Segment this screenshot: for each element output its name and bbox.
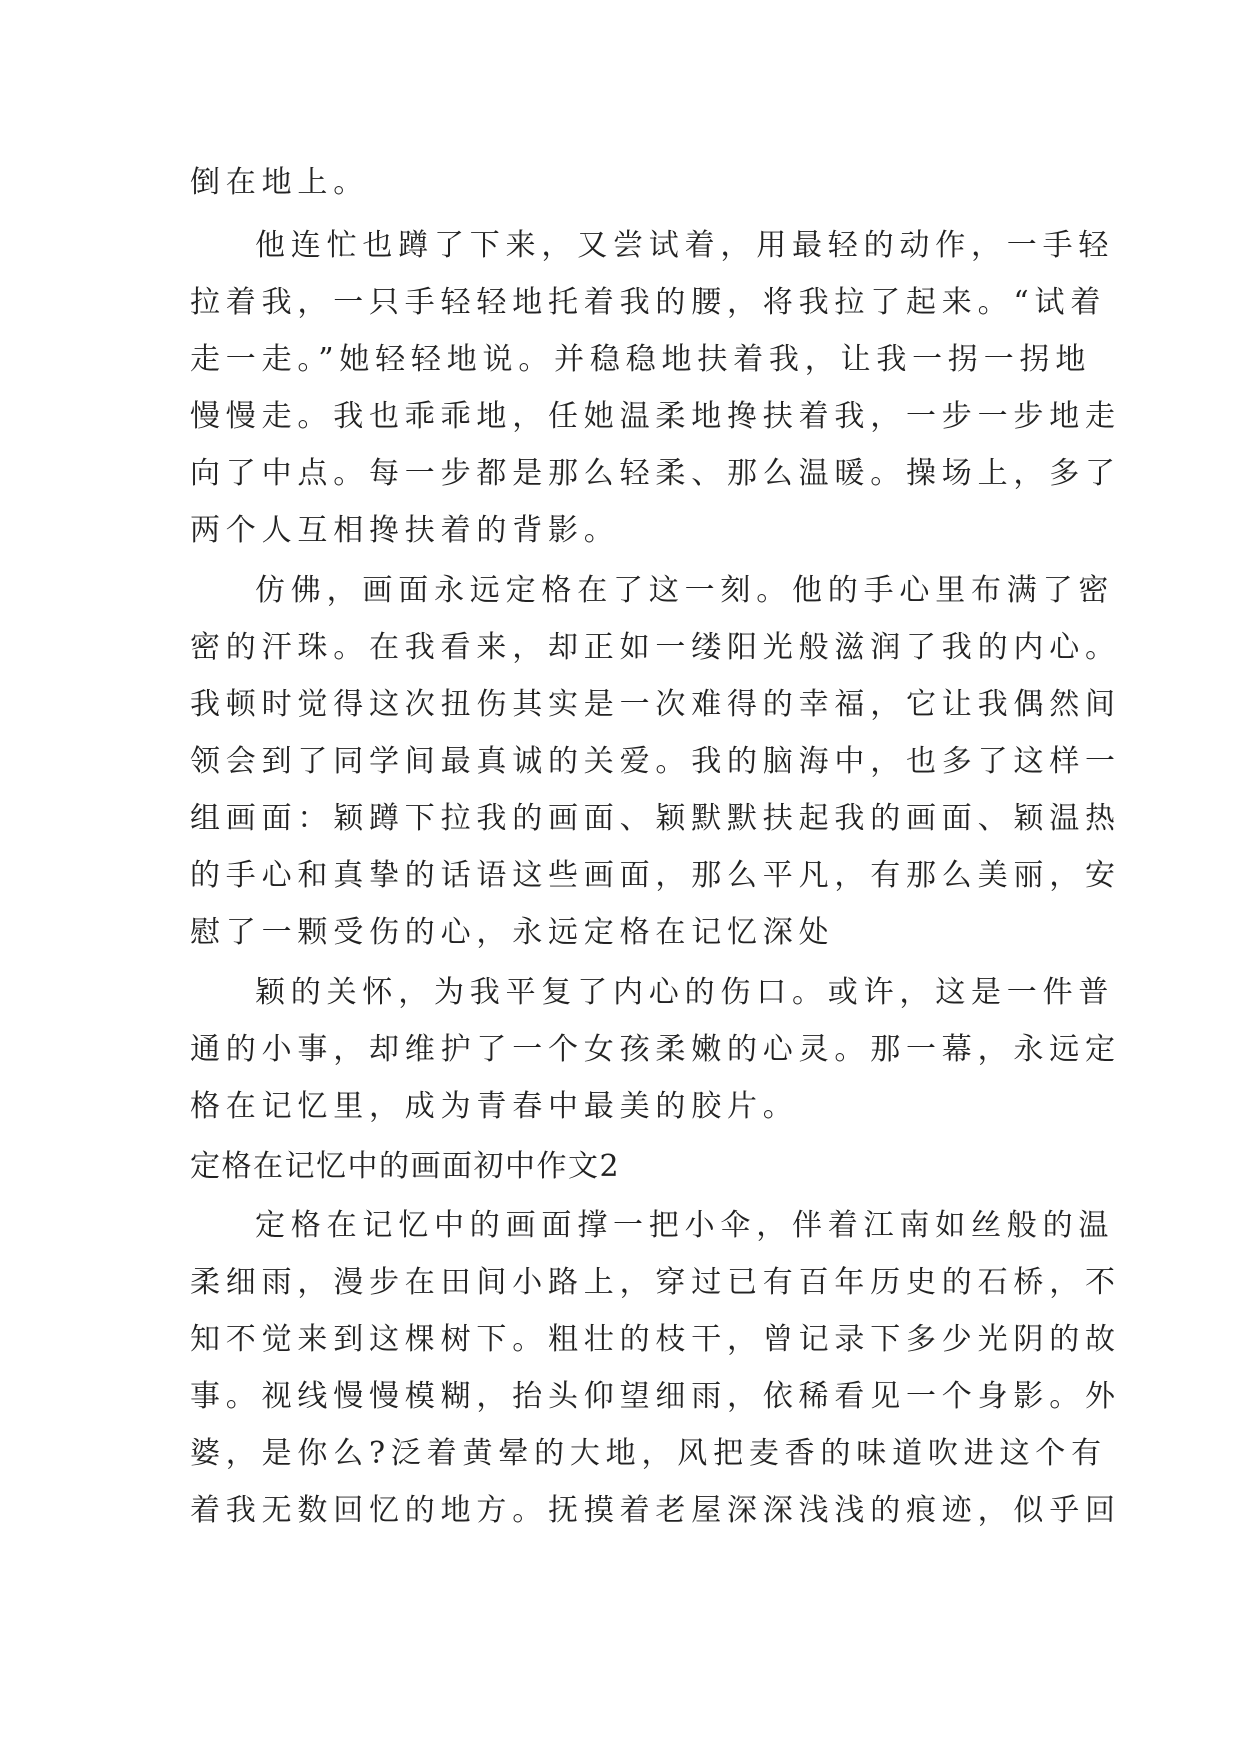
text-line: 知不觉来到这棵树下。粗壮的枝干，曾记录下多少光阴的故 [190,1322,1121,1357]
text-line: 倒在地上。 [190,165,369,200]
text-line: 两个人互相搀扶着的背影。 [190,513,620,548]
text-line: 组画面：颖蹲下拉我的画面、颖默默扶起我的画面、颖温热 [190,801,1121,836]
text-line: 的手心和真挚的话语这些画面，那么平凡，有那么美丽，安 [190,858,1121,893]
text-line: 通的小事，却维护了一个女孩柔嫩的心灵。那一幕，永远定 [190,1032,1121,1067]
text-line: 走一走。”她轻轻地说。并稳稳地扶着我，让我一拐一拐地 [190,342,1092,377]
text-line: 柔细雨，漫步在田间小路上，穿过已有百年历史的石桥，不 [190,1265,1121,1300]
text-line: 事。视线慢慢模糊，抬头仰望细雨，依稀看见一个身影。外 [190,1379,1121,1414]
text-line: 慢慢走。我也乖乖地，任她温柔地搀扶着我，一步一步地走 [190,399,1121,434]
paragraph-first-line: 定格在记忆中的画面撑一把小伞，伴着江南如丝般的温 [255,1208,1115,1243]
text-line: 慰了一颗受伤的心，永远定格在记忆深处 [190,915,835,950]
text-line: 密的汗珠。在我看来，却正如一缕阳光般滋润了我的内心。 [190,630,1121,665]
paragraph-first-line: 他连忙也蹲了下来，又尝试着，用最轻的动作，一手轻 [255,228,1115,263]
text-line: 着我无数回忆的地方。抚摸着老屋深深浅浅的痕迹，似乎回 [190,1493,1121,1528]
text-line: 格在记忆里，成为青春中最美的胶片。 [190,1089,799,1124]
text-line: 拉着我，一只手轻轻地托着我的腰，将我拉了起来。“试着 [190,285,1107,320]
text-line: 我顿时觉得这次扭伤其实是一次难得的幸福，它让我偶然间 [190,687,1121,722]
text-line: 领会到了同学间最真诚的关爱。我的脑海中，也多了这样一 [190,744,1121,779]
paragraph-first-line: 仿佛，画面永远定格在了这一刻。他的手心里布满了密 [255,573,1115,608]
text-line: 向了中点。每一步都是那么轻柔、那么温暖。操场上，多了 [190,456,1121,491]
section-heading: 定格在记忆中的画面初中作文2 [190,1149,621,1184]
text-line: 婆，是你么?泛着黄晕的大地，风把麦香的味道吹进这个有 [190,1436,1107,1471]
paragraph-first-line: 颖的关怀，为我平复了内心的伤口。或许，这是一件普 [255,975,1115,1010]
